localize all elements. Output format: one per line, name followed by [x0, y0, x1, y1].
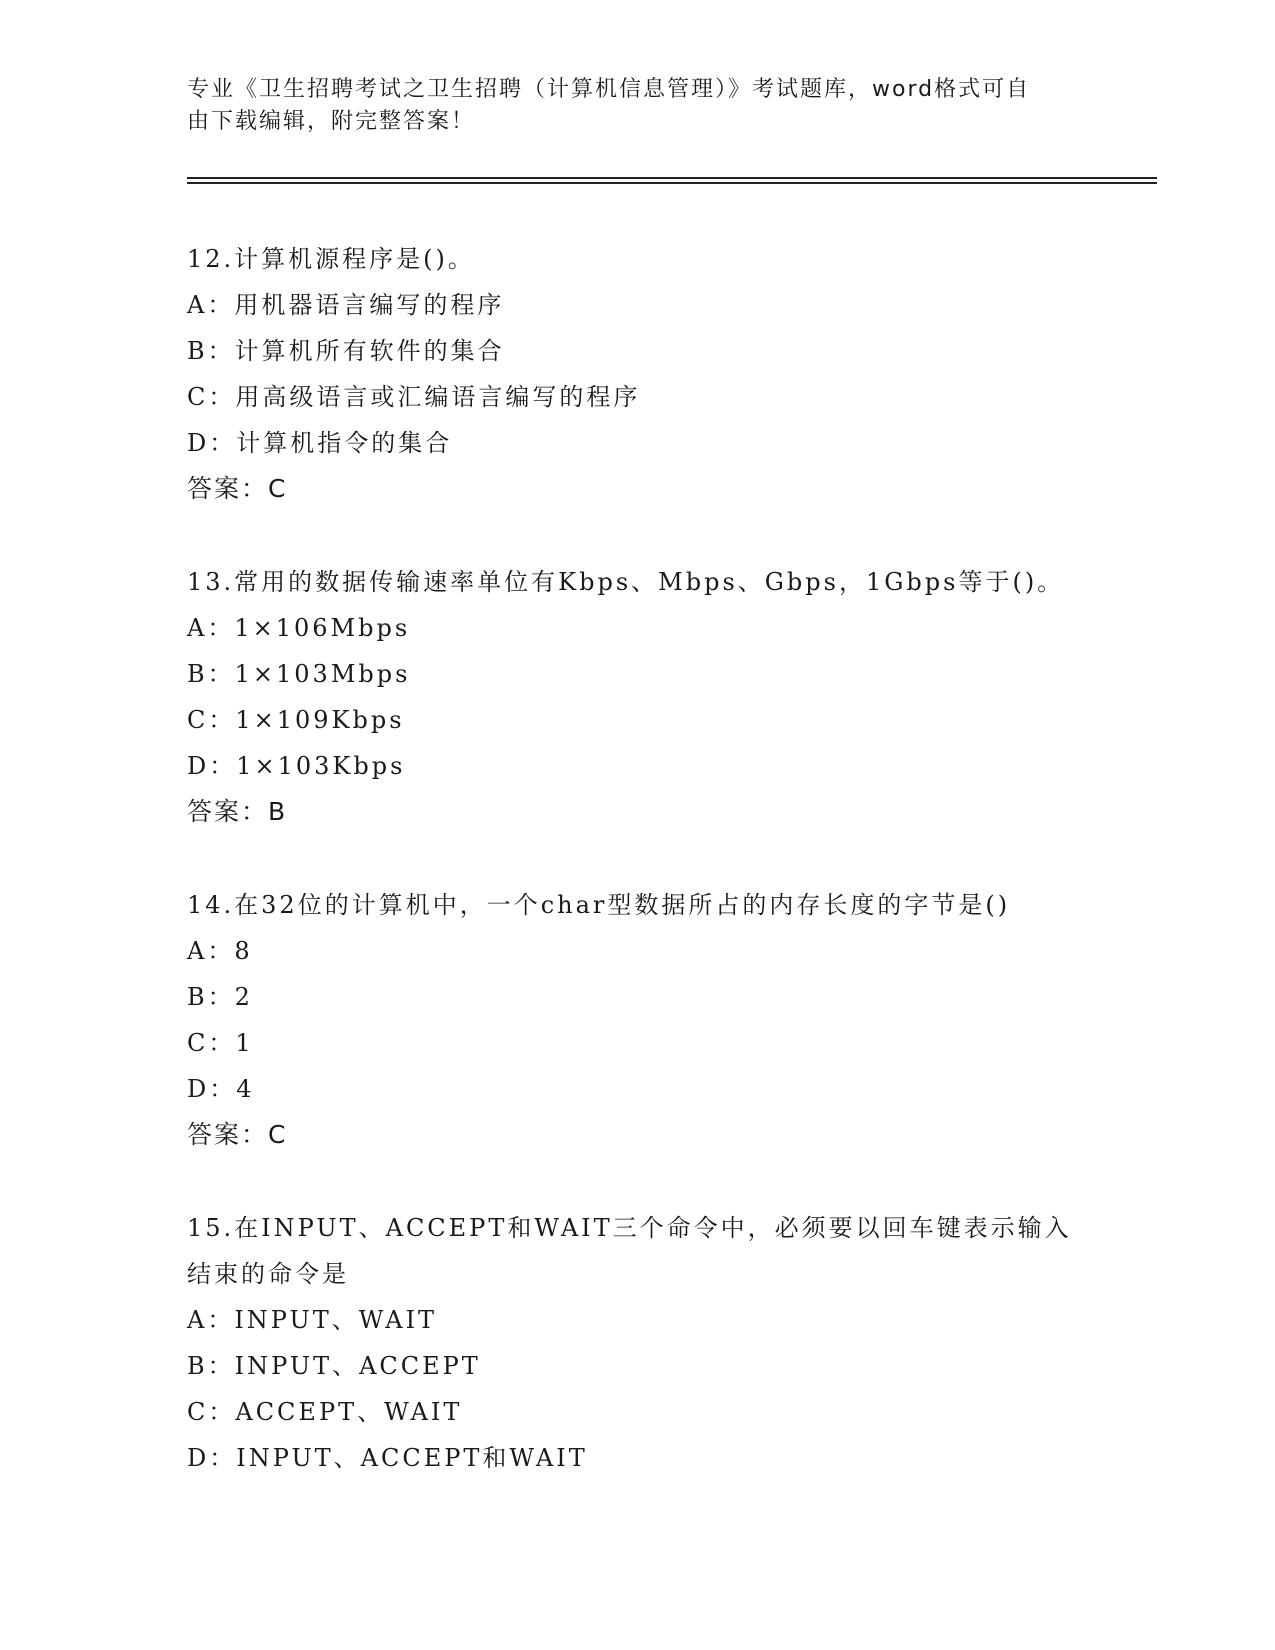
option-a: A：1×106Mbps — [187, 614, 411, 642]
option-b: B：1×103Mbps — [187, 660, 411, 688]
option-d: D：1×103Kbps — [187, 752, 406, 780]
header-divider-bottom — [187, 182, 1157, 184]
header-line-2: 由下载编辑，附完整答案！ — [187, 109, 476, 134]
answer-line: 答案：C — [187, 1120, 288, 1149]
option-a: A：INPUT、WAIT — [187, 1306, 438, 1334]
option-d: D：4 — [187, 1075, 255, 1103]
document-header — [187, 74, 1067, 138]
question-15 — [187, 1205, 1087, 1481]
question-stem: 12.计算机源程序是()。 — [187, 245, 475, 273]
option-b: B：INPUT、ACCEPT — [187, 1352, 481, 1380]
header-divider-top — [187, 177, 1157, 179]
question-13 — [187, 559, 1087, 835]
option-a: A：用机器语言编写的程序 — [187, 291, 505, 319]
option-c: C：ACCEPT、WAIT — [187, 1398, 463, 1426]
option-b: B：计算机所有软件的集合 — [187, 337, 505, 365]
option-d: D：计算机指令的集合 — [187, 429, 453, 457]
option-c: C：1×109Kbps — [187, 706, 405, 734]
option-b: B：2 — [187, 983, 253, 1011]
question-stem-line-1: 15.在INPUT、ACCEPT和WAIT三个命令中，必须要以回车键表示输入 — [187, 1214, 1072, 1242]
question-12 — [187, 236, 1087, 512]
header-line-1: 专业《卫生招聘考试之卫生招聘（计算机信息管理）》考试题库，word格式可自 — [187, 77, 1031, 102]
question-stem: 14.在32位的计算机中，一个char型数据所占的内存长度的字节是() — [187, 891, 1011, 919]
question-list — [187, 236, 1087, 1528]
option-c: C：1 — [187, 1029, 254, 1057]
option-a: A：8 — [187, 937, 253, 965]
answer-line: 答案：C — [187, 474, 288, 503]
option-d: D：INPUT、ACCEPT和WAIT — [187, 1444, 588, 1472]
question-stem-line-2: 结束的命令是 — [187, 1260, 349, 1288]
answer-line: 答案：B — [187, 797, 288, 826]
question-14 — [187, 882, 1087, 1158]
option-c: C：用高级语言或汇编语言编写的程序 — [187, 383, 641, 411]
question-stem: 13.常用的数据传输速率单位有Kbps、Mbps、Gbps，1Gbps等于()。 — [187, 568, 1065, 596]
